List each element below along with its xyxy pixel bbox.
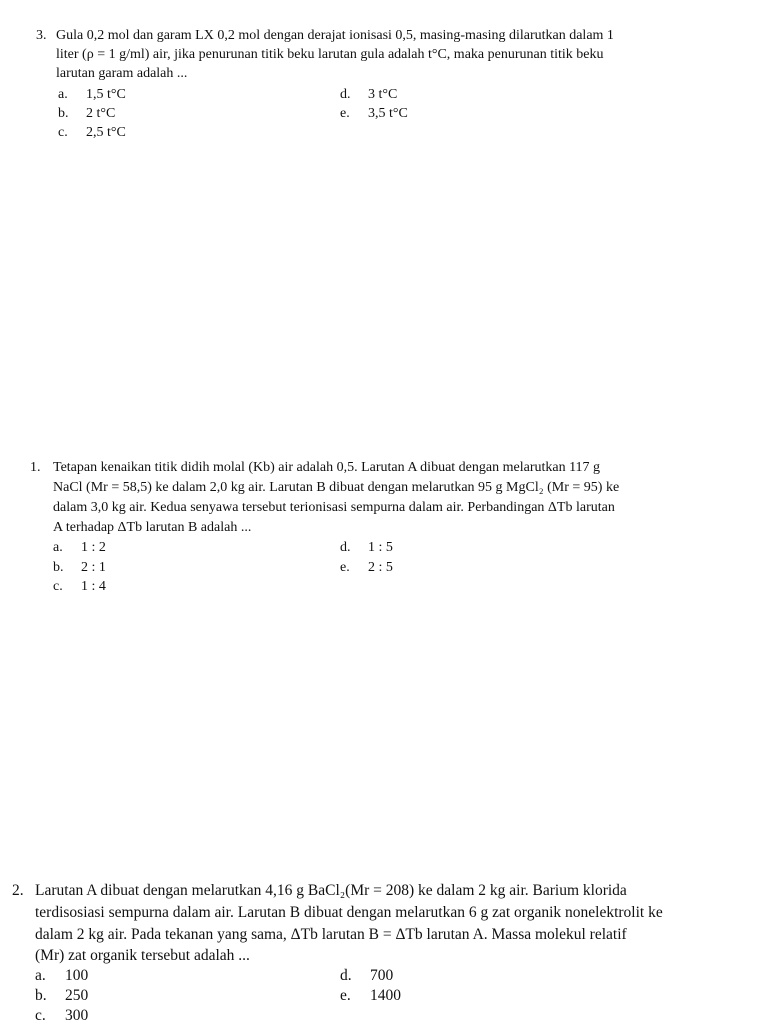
option-letter: b. bbox=[35, 987, 47, 1004]
option-e[interactable] bbox=[340, 985, 401, 1006]
question-text-line bbox=[53, 458, 600, 477]
option-text: 1 : 5 bbox=[368, 540, 393, 555]
option-letter: e. bbox=[340, 106, 350, 121]
option-c[interactable] bbox=[53, 577, 106, 596]
option-text: 2,5 t°C bbox=[86, 125, 126, 140]
option-letter: e. bbox=[340, 987, 351, 1004]
option-text: 3,5 t°C bbox=[368, 106, 408, 121]
option-letter: b. bbox=[58, 106, 69, 121]
option-text: 2 : 5 bbox=[368, 560, 393, 575]
option-d[interactable] bbox=[340, 965, 393, 986]
question-text: NaCl (Mr = 58,5) ke dalam 2,0 kg air. Larutan B dibuat dengan melarutkan 95 g MgCl₂ (Mr = 95) ke bbox=[53, 480, 620, 495]
option-text: 3 t°C bbox=[368, 87, 398, 102]
option-text: 1 : 2 bbox=[81, 540, 106, 555]
option-letter: b. bbox=[53, 560, 64, 575]
question-text-line bbox=[53, 478, 619, 497]
question-text: larutan garam adalah ... bbox=[56, 66, 188, 81]
question-text-line bbox=[35, 902, 663, 923]
option-letter: e. bbox=[340, 560, 350, 575]
question-text-line bbox=[35, 880, 627, 901]
question-text-line bbox=[53, 518, 251, 537]
option-c[interactable] bbox=[58, 123, 126, 142]
option-d[interactable] bbox=[340, 538, 393, 557]
option-letter: c. bbox=[35, 1007, 46, 1024]
option-letter: d. bbox=[340, 87, 351, 102]
option-letter: c. bbox=[53, 579, 63, 594]
option-e[interactable] bbox=[340, 558, 393, 577]
option-letter: a. bbox=[58, 87, 68, 102]
option-letter: d. bbox=[340, 540, 351, 555]
option-a[interactable] bbox=[35, 965, 88, 986]
option-letter: d. bbox=[340, 967, 352, 984]
option-text: 700 bbox=[370, 967, 394, 984]
question-number: 1. bbox=[30, 460, 41, 475]
question-text-line bbox=[56, 26, 706, 45]
question-text: Gula 0,2 mol dan garam LX 0,2 mol dengan derajat ionisasi 0,5, masing-masing dilarutkan dalam 1 bbox=[56, 28, 614, 43]
question-text-line bbox=[35, 945, 250, 966]
option-text: 2 t°C bbox=[86, 106, 116, 121]
option-b[interactable] bbox=[58, 104, 115, 123]
option-letter: c. bbox=[58, 125, 68, 140]
option-d[interactable] bbox=[340, 85, 397, 104]
option-text: 2 : 1 bbox=[81, 560, 106, 575]
option-b[interactable] bbox=[53, 558, 106, 577]
question-text-line bbox=[35, 924, 627, 945]
option-c[interactable] bbox=[35, 1005, 88, 1026]
question-text-line bbox=[56, 64, 187, 83]
question-text: terdisosiasi sempurna dalam air. Larutan B dibuat dengan melarutkan 6 g zat organik nonelektrolit ke bbox=[35, 904, 663, 921]
option-text: 1,5 t°C bbox=[86, 87, 126, 102]
option-text: 250 bbox=[65, 987, 89, 1004]
option-a[interactable] bbox=[53, 538, 106, 557]
question-number: 3. bbox=[36, 28, 47, 43]
question-text-line bbox=[56, 45, 604, 64]
question-number: 2. bbox=[12, 882, 24, 899]
option-a[interactable] bbox=[58, 85, 126, 104]
option-text: 1400 bbox=[370, 987, 401, 1004]
option-text: 1 : 4 bbox=[81, 579, 106, 594]
question-text: dalam 2 kg air. Pada tekanan yang sama, ΔTb larutan B = ΔTb larutan A. Massa molekul relatif bbox=[35, 926, 627, 943]
question-text: liter (ρ = 1 g/ml) air, jika penurunan titik beku larutan gula adalah t°C, maka penurunan titik beku bbox=[56, 47, 604, 62]
question-text-line bbox=[53, 498, 615, 517]
option-text: 100 bbox=[65, 967, 89, 984]
option-b[interactable] bbox=[35, 985, 88, 1006]
question-text: Larutan A dibuat dengan melarutkan 4,16 g BaCl₂(Mr = 208) ke dalam 2 kg air. Barium klorida bbox=[35, 882, 627, 899]
option-letter: a. bbox=[35, 967, 46, 984]
option-text: 300 bbox=[65, 1007, 89, 1024]
question-text: Tetapan kenaikan titik didih molal (Kb) air adalah 0,5. Larutan A dibuat dengan melarutkan 117 g bbox=[53, 460, 601, 475]
option-letter: a. bbox=[53, 540, 63, 555]
question-text: A terhadap ΔTb larutan B adalah ... bbox=[53, 520, 252, 535]
question-text: (Mr) zat organik tersebut adalah ... bbox=[35, 947, 250, 964]
question-text: dalam 3,0 kg air. Kedua senyawa tersebut terionisasi sempurna dalam air. Perbandingan ΔTb larutan bbox=[53, 500, 615, 515]
option-e[interactable] bbox=[340, 104, 408, 123]
